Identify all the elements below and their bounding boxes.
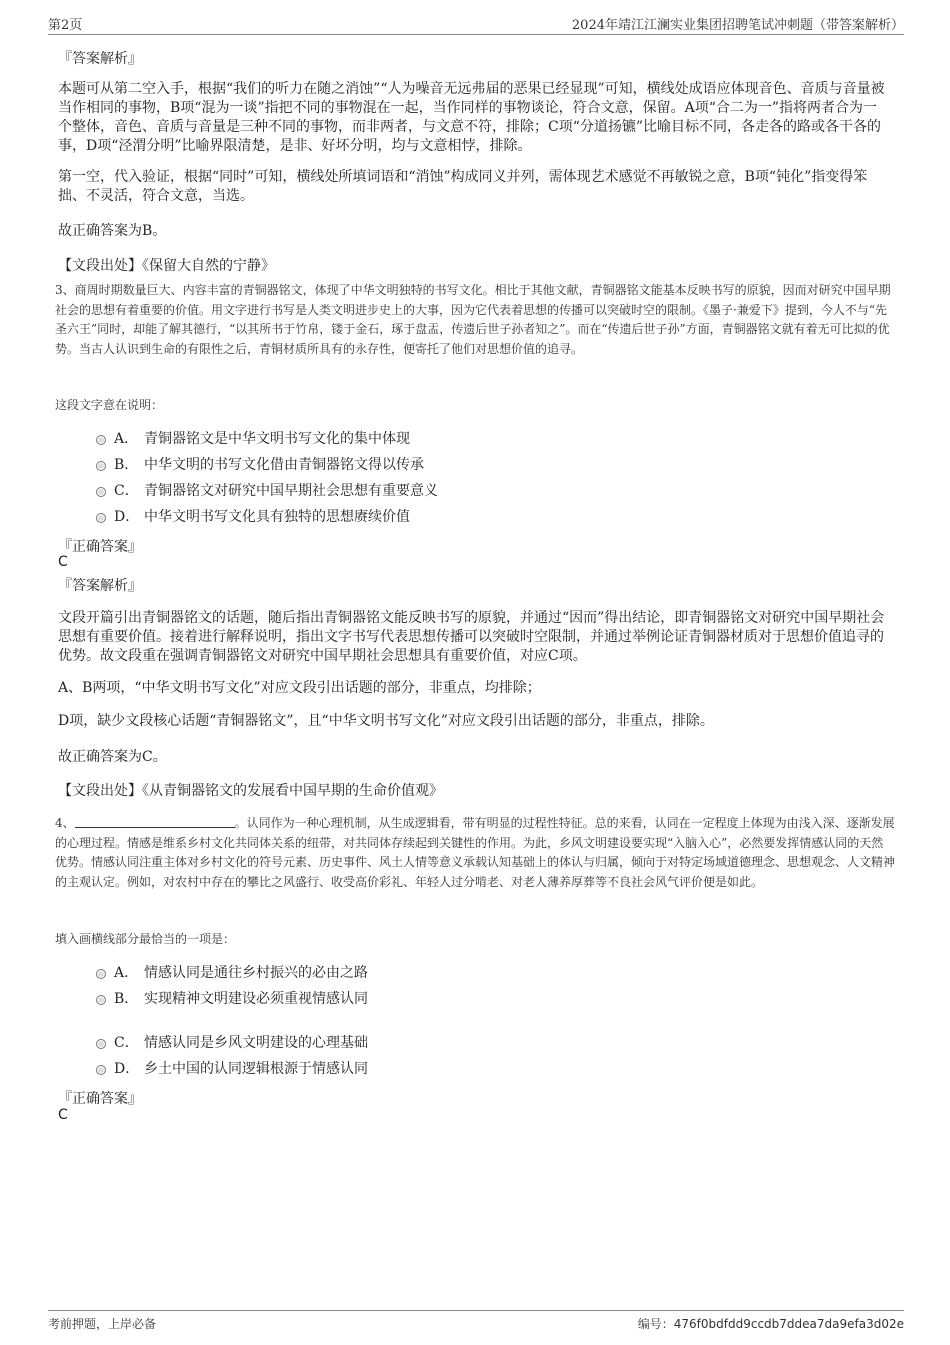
code-label: 编号： (637, 1317, 674, 1331)
option-text: 中华文明书写文化具有独特的思想赓续价值 (144, 509, 410, 525)
option-letter: A． (114, 965, 139, 981)
q3-analysis-text-1: 文段开篇引出青铜器铭文的话题，随后指出青铜器铭文能反映书写的原貌，并通过“因而”得出结论，即青铜器铭文对研究中国早期社会思想有重要价值。接着进行解释说明，指出文字书写代表思想传播可以突破时空限制，并通过举例论证青铜器材质对于思想价值追寻的优势。故文段重在强调青铜器铭文对研究中国早期社会思想具有重要价值，对应C项。 (58, 610, 885, 664)
fill-blank-line (75, 815, 235, 828)
option-letter: D． (114, 1061, 140, 1077)
q3-conclusion: 故正确答案为C。 (58, 749, 167, 765)
option-text: 情感认同是乡风文明建设的心理基础 (144, 1035, 368, 1051)
q3-correct-answer: C (58, 554, 68, 570)
q3-option-a[interactable] (96, 429, 410, 449)
q2-analysis-paragraph-1 (58, 80, 886, 156)
code-value: 476f0bdfdd9ccdb7ddea7da9efa3d02e (673, 1317, 904, 1331)
q3-option-d[interactable] (96, 507, 410, 527)
q3-prompt: 这段文字意在说明： (55, 398, 164, 412)
q3-source: 【文段出处】《从青铜器铭文的发展看中国早期的生命价值观》 (58, 783, 443, 799)
q4-option-d[interactable] (96, 1059, 368, 1079)
q3-correct-label: 『正确答案』 (58, 539, 142, 555)
radio-icon[interactable] (96, 513, 106, 523)
q4-option-c[interactable] (96, 1033, 368, 1053)
page-footer (48, 1310, 904, 1333)
page-header (48, 12, 904, 35)
q2-analysis-label: 『答案解析』 (58, 51, 142, 67)
q4-correct-label: 『正确答案』 (58, 1091, 142, 1107)
option-letter: D． (114, 509, 140, 525)
option-letter: B． (114, 457, 139, 473)
q3-analysis-label: 『答案解析』 (58, 578, 142, 594)
q2-analysis-paragraph-2 (58, 168, 886, 206)
document-title: 2024年靖江江澜实业集团招聘笔试冲刺题（带答案解析） (571, 18, 904, 33)
radio-icon[interactable] (96, 1039, 106, 1049)
q3-option-c[interactable] (96, 481, 438, 501)
q2-source: 【文段出处】《保留大自然的宁静》 (58, 258, 275, 274)
q3-option-b[interactable] (96, 455, 424, 475)
option-text: 青铜器铭文是中华文明书写文化的集中体现 (144, 431, 410, 447)
radio-icon[interactable] (96, 461, 106, 471)
q4-passage-text: 。认同作为一种心理机制，从生成逻辑看，带有明显的过程性特征。总的来看，认同在一定程度上体现为由浅入深、逐渐发展的心理过程。情感是维系乡村文化共同体关系的纽带，对共同体存续起到关键性的作用。为此，乡风文明建设要实现“入脑入心”，必然要发挥情感认同的天然优势。情感认同注重主体对乡村文化的符号元素、历史事件、风土人情等意义承载认知基础上的体认与归属，倾向于对特定场域道德理念、思想观念、人文精神的主观认定。例如，对农村中存在的攀比之风盛行、收受高价彩礼、年轻人过分啃老、对老人薄养厚葬等不良社会风气评价便是如此。 (55, 816, 896, 889)
radio-icon[interactable] (96, 969, 106, 979)
option-text: 实现精神文明建设必须重视情感认同 (144, 991, 368, 1007)
q3-analysis-text-3: D项，缺少文段核心话题“青铜器铭文”，且“中华文明书写文化”对应文段引出话题的部分，非重点，排除。 (58, 713, 714, 729)
radio-icon[interactable] (96, 995, 106, 1005)
q4-option-a[interactable] (96, 963, 368, 983)
option-text: 青铜器铭文对研究中国早期社会思想有重要意义 (144, 483, 438, 499)
q4-prompt: 填入画横线部分最恰当的一项是： (55, 932, 236, 946)
option-text: 情感认同是通往乡村振兴的必由之路 (144, 965, 368, 981)
option-text: 乡土中国的认同逻辑根源于情感认同 (144, 1061, 368, 1077)
option-letter: C． (114, 1035, 139, 1051)
q3-passage: 3、商周时期数量巨大、内容丰富的青铜器铭文，体现了中华文明独特的书写文化。相比于其他文献，青铜器铭文能基本反映书写的原貌，因而对研究中国早期社会的思想有着重要的价值。用文字进行书写是人类文明进步史上的大事，因为它代表着思想的传播可以突破时空的限制。《墨子·兼爱下》提到，今人不与“先圣六王”同时，却能了解其德行，“以其所书于竹帛，镂于金石，琢于盘盂，传遗后世子孙者知之”。而在“传遗后世子孙”方面，青铜器铭文就有着无可比拟的优势。当古人认识到生命的有限性之后，青铜材质所具有的永存性，便寄托了他们对思想价值的追寻。 (55, 283, 891, 356)
q4-correct-answer: C (58, 1107, 68, 1123)
radio-icon[interactable] (96, 487, 106, 497)
radio-icon[interactable] (96, 1065, 106, 1075)
document-code (638, 1315, 904, 1332)
option-letter: C． (114, 483, 139, 499)
option-letter: B． (114, 991, 139, 1007)
option-letter: A． (114, 431, 139, 447)
footer-slogan: 考前押题，上岸必备 (48, 1317, 157, 1331)
q4-passage (55, 814, 895, 892)
q4-option-b[interactable] (96, 989, 368, 1009)
option-text: 中华文明的书写文化借由青铜器铭文得以传承 (144, 457, 424, 473)
q2-analysis-text-2: 第一空，代入验证，根据“同时”可知，横线处所填词语和“消蚀”构成同义并列，需体现艺术感觉不再敏锐之意，B项“钝化”指变得笨拙、不灵活，符合文意，当选。 (58, 169, 868, 204)
q3-analysis-paragraph-2 (58, 679, 886, 698)
q2-conclusion: 故正确答案为B。 (58, 223, 167, 239)
q3-analysis-text-2: A、B两项，“中华文明书写文化”对应文段引出话题的部分，非重点，均排除； (58, 680, 541, 696)
radio-icon[interactable] (96, 435, 106, 445)
q3-analysis-paragraph-1 (58, 609, 886, 666)
q3-analysis-paragraph-3 (58, 712, 886, 731)
q2-analysis-text-1: 本题可从第二空入手，根据“我们的听力在随之消蚀”“人为噪音无远弗届的恶果已经显现”可知，横线处成语应体现音色、音质与音量被当作相同的事物，B项“混为一谈”指把不同的事物混在一起，当作同样的事物谈论，符合文意，保留。A项“合二为一”指将两者合为一个整体，音色、音质与音量是三种不同的事物，而非两者，与文意不符，排除；C项“分道扬镳”比喻目标不同，各走各的路或各干各的事，D项“泾渭分明”比喻界限清楚，是非、好坏分明，均与文意相悖，排除。 (58, 81, 885, 154)
question-number: 4、 (55, 816, 75, 830)
page-number: 第2页 (48, 18, 83, 33)
